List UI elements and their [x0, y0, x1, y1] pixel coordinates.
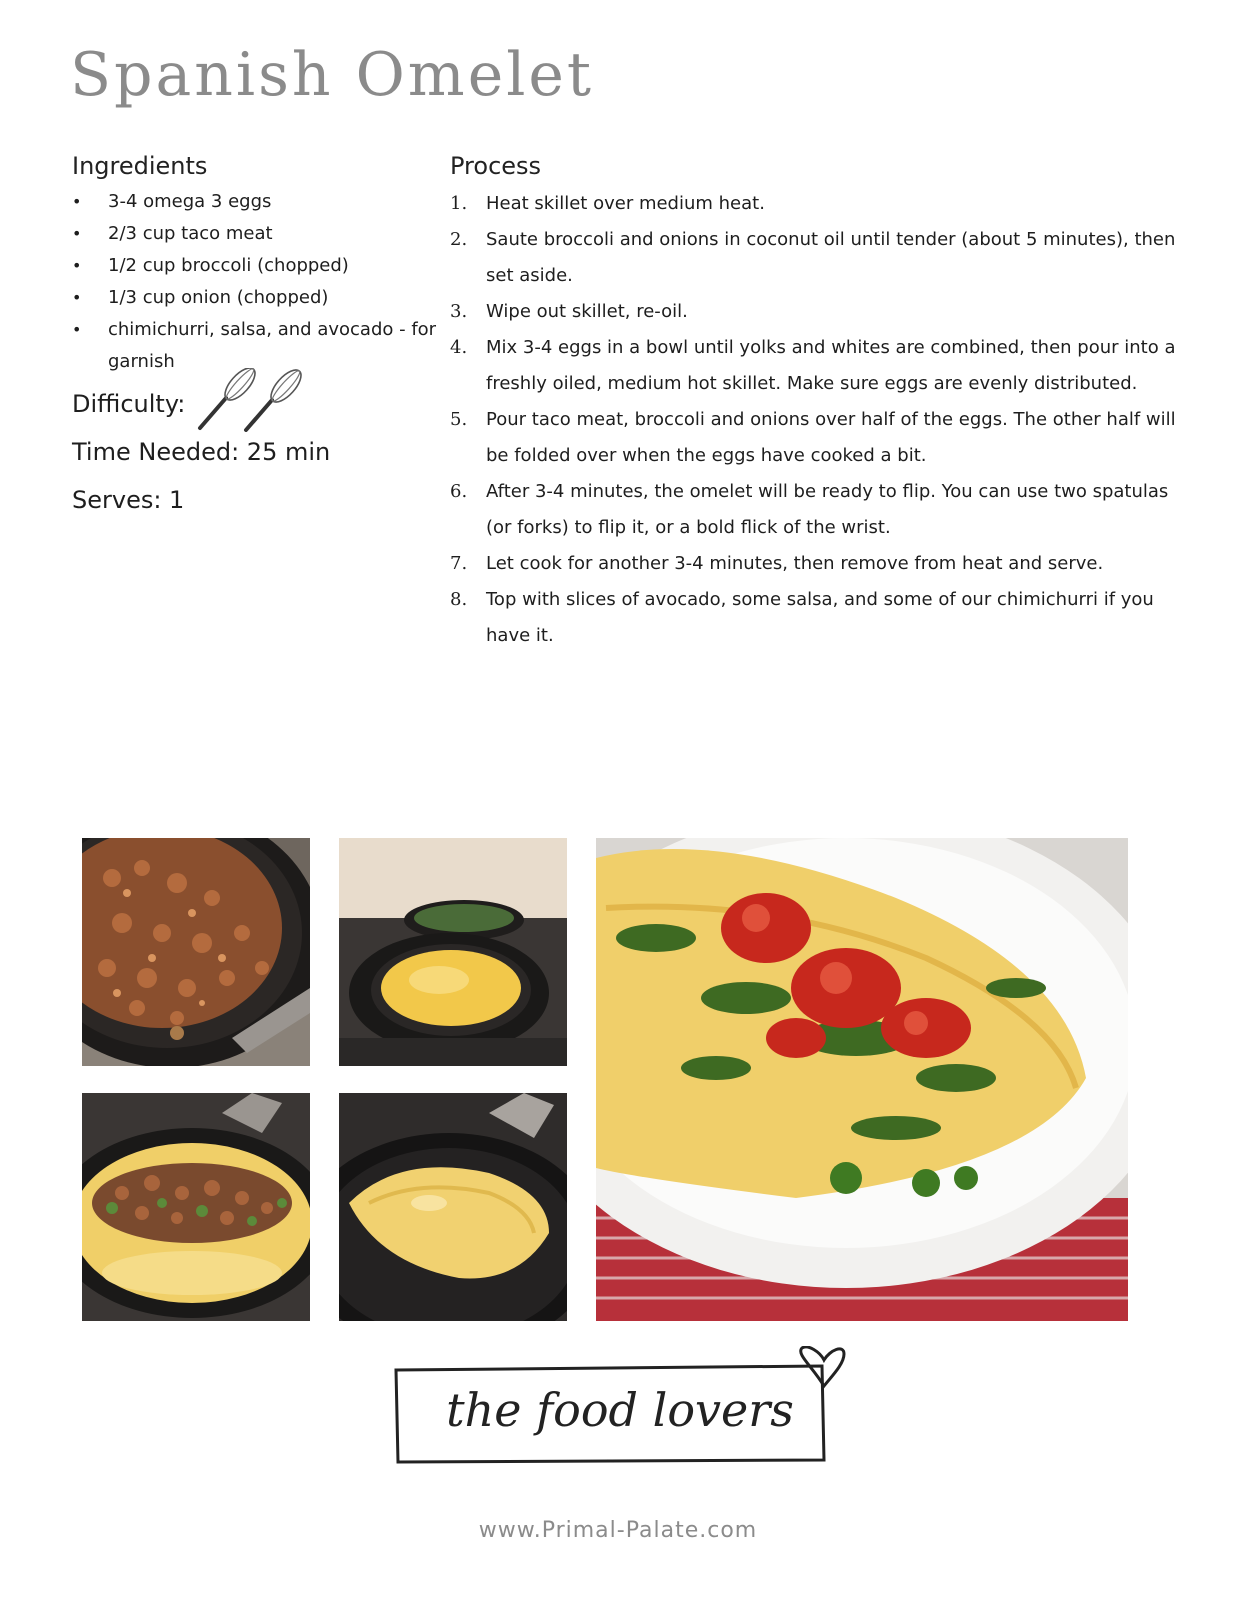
- process-step: [450, 474, 1180, 546]
- photo-fillings-added: [82, 1093, 310, 1321]
- ingredient-item: • 1/3 cup onion (chopped): [72, 282, 442, 314]
- step-number: 4.: [450, 337, 468, 358]
- serves: Serves: 1: [72, 486, 185, 514]
- process-step: [450, 330, 1180, 402]
- process-step: [450, 186, 1180, 222]
- photo-folded-omelet: [339, 1093, 567, 1321]
- step-number: 8.: [450, 589, 468, 610]
- ingredient-item: • 2/3 cup taco meat: [72, 218, 442, 250]
- step-text: Let cook for another 3-4 minutes, then remove from heat and serve.: [486, 553, 1104, 574]
- the-food-lovers-logo: [392, 1346, 852, 1470]
- photo-finished-omelet: [596, 838, 1128, 1321]
- step-text: Wipe out skillet, re-oil.: [486, 301, 688, 322]
- step-text: After 3-4 minutes, the omelet will be ready to flip. You can use two spatulas (or forks) to flip it, or a bold flick of the wrist.: [486, 481, 1169, 538]
- photo-taco-meat: [82, 838, 310, 1066]
- step-text: Heat skillet over medium heat.: [486, 193, 765, 214]
- step-number: 6.: [450, 481, 468, 502]
- time-needed: Time Needed: 25 min: [72, 438, 331, 466]
- ingredient-list: [72, 186, 442, 378]
- ingredient-item: • chimichurri, salsa, and avocado - for garnish: [72, 314, 442, 378]
- process-step: [450, 546, 1180, 582]
- ingredients-heading: Ingredients: [72, 152, 208, 180]
- step-number: 3.: [450, 301, 468, 322]
- photo-eggs-in-skillet: [339, 838, 567, 1066]
- step-number: 5.: [450, 409, 468, 430]
- step-number: 1.: [450, 193, 468, 214]
- recipe-title: Spanish Omelet: [70, 40, 595, 110]
- step-text: Pour taco meat, broccoli and onions over half of the eggs. The other half will be folded over when the eggs have cooked a bit.: [486, 409, 1176, 466]
- difficulty-label: Difficulty:: [72, 390, 186, 418]
- ingredient-item: • 3-4 omega 3 eggs: [72, 186, 442, 218]
- step-text: Mix 3-4 eggs in a bowl until yolks and whites are combined, then pour into a freshly oiled, medium hot skillet. Make sure eggs are evenly distributed.: [486, 337, 1176, 394]
- process-heading: Process: [450, 152, 542, 180]
- process-step: [450, 294, 1180, 330]
- ingredient-item: • 1/2 cup broccoli (chopped): [72, 250, 442, 282]
- process-step: [450, 582, 1180, 654]
- process-step: [450, 402, 1180, 474]
- process-step: [450, 222, 1180, 294]
- step-number: 7.: [450, 553, 468, 574]
- logo-text: the food lovers: [446, 1383, 794, 1437]
- whisk-icon: [200, 368, 260, 428]
- footer-url[interactable]: www.Primal-Palate.com: [478, 1518, 758, 1543]
- step-text: Saute broccoli and onions in coconut oil until tender (about 5 minutes), then set aside.: [486, 229, 1176, 286]
- step-number: 2.: [450, 229, 468, 250]
- difficulty-rating: [196, 368, 306, 436]
- process-steps: [450, 186, 1180, 654]
- step-text: Top with slices of avocado, some salsa, and some of our chimichurri if you have it.: [486, 589, 1154, 646]
